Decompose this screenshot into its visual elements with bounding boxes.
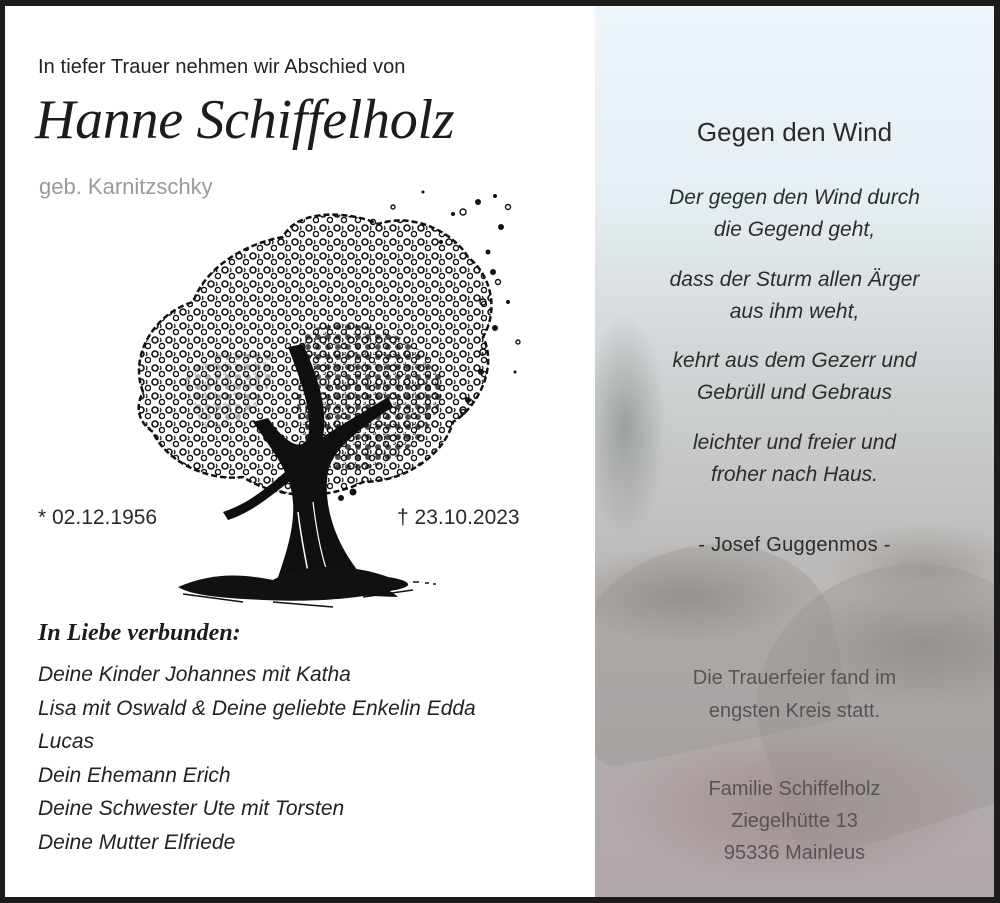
ceremony-line: Die Trauerfeier fand im xyxy=(692,667,897,689)
poem-line: Der gegen den Wind durch xyxy=(669,186,920,209)
mourners-heading: In Liebe verbunden: xyxy=(38,620,241,646)
birth-date: * 02.12.1956 xyxy=(38,506,158,529)
poem-line: aus ihm weht, xyxy=(729,300,860,323)
mourner-line: Lucas xyxy=(38,730,95,753)
foggy-landscape-panel xyxy=(595,6,994,897)
family-address xyxy=(595,773,994,869)
poem-stanza xyxy=(595,264,994,328)
poem-line: Gebrüll und Gebraus xyxy=(697,381,892,404)
mourners-list xyxy=(38,658,476,859)
poem-title: Gegen den Wind xyxy=(696,117,893,147)
address-line: Ziegelhütte 13 xyxy=(731,810,858,832)
poem-line: die Gegend geht, xyxy=(713,218,876,241)
deceased-name: Hanne Schiffelholz xyxy=(35,89,455,151)
mourner-line: Deine Mutter Elfriede xyxy=(38,830,236,854)
poem-line: dass der Sturm allen Ärger xyxy=(669,268,920,291)
windblown-tree-icon xyxy=(123,182,533,610)
death-date: † 23.10.2023 xyxy=(397,506,520,529)
maiden-name: geb. Karnitzschky xyxy=(39,174,213,199)
mourner-line: Dein Ehemann Erich xyxy=(38,763,231,787)
poem-stanza xyxy=(595,345,994,409)
mourner-line: Deine Kinder Johannes mit Katha xyxy=(38,663,351,686)
poem-line: leichter und freier und xyxy=(692,431,897,454)
left-panel xyxy=(5,6,595,897)
address-line: Familie Schiffelholz xyxy=(708,778,881,800)
ceremony-note xyxy=(595,662,994,728)
poem-stanza xyxy=(595,182,994,246)
address-line: 95336 Mainleus xyxy=(723,842,866,864)
ceremony-line: engsten Kreis statt. xyxy=(708,700,881,722)
mourner-line: Lisa mit Oswald & Deine geliebte Enkelin Edda xyxy=(38,696,476,720)
intro-text: In tiefer Trauer nehmen wir Abschied von xyxy=(38,56,406,78)
poem-line: froher nach Haus. xyxy=(711,463,878,486)
obituary-notice xyxy=(5,6,994,897)
poem-stanza xyxy=(595,427,994,491)
poem-author: - Josef Guggenmos - xyxy=(698,534,891,556)
mourner-line: Deine Schwester Ute mit Torsten xyxy=(38,797,345,820)
poem-line: kehrt aus dem Gezerr und xyxy=(672,349,917,372)
